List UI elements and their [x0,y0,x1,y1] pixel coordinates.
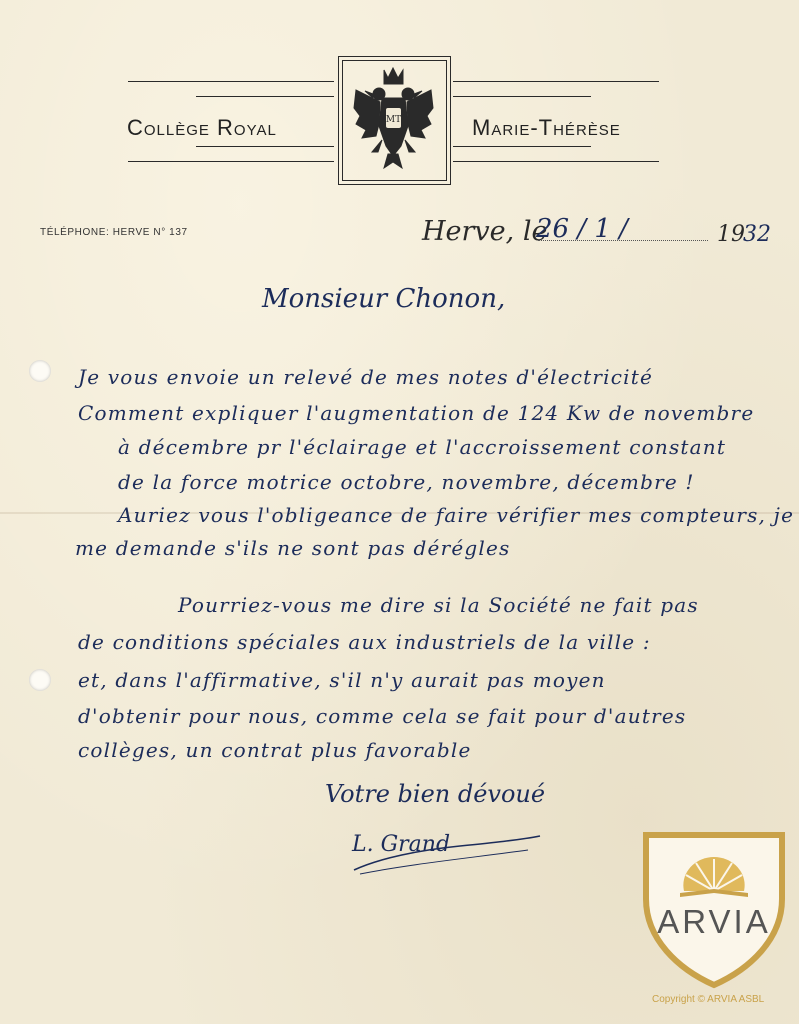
year-prefix: 19 [717,222,745,247]
closing: Votre bien dévoué [325,780,546,808]
letterhead-left-title: Collège Royal [127,115,277,140]
letterhead-rule [196,96,334,97]
svg-text:MT: MT [385,115,402,125]
punch-hole-top [29,360,51,382]
letterhead-rule [196,146,334,147]
signature-flourish-icon [350,828,550,878]
punch-hole-bottom [29,669,51,691]
signature: L. Grand [352,832,451,857]
body-line: Pourriez-vous me dire si la Société ne fait pas [178,593,699,617]
body-line: de la force motrice octobre, novembre, décembre ! [118,470,695,494]
handwritten-date: 26 / 1 / [536,214,628,244]
body-line: Comment expliquer l'augmentation de 124 Kw de novembre [78,401,755,425]
telephone-line: TÉLÉPHONE: HERVE N° 137 [40,227,188,238]
body-line: à décembre pr l'éclairage et l'accroissement constant [118,435,727,459]
body-line: et, dans l'affirmative, s'il n'y aurait pas moyen [78,668,606,692]
body-line: de conditions spéciales aux industriels de la ville : [78,630,651,654]
letterhead-rule [453,161,659,162]
letterhead-rule [453,96,591,97]
handwritten-year: 32 [743,222,771,247]
salutation: Monsieur Chonon, [262,284,506,314]
letterhead-rule [128,81,334,82]
copyright-notice: Copyright © ARVIA ASBL [652,994,765,1005]
letterhead-rule [128,161,334,162]
letterhead-rule [453,81,659,82]
body-line: Je vous envoie un relevé de mes notes d'électricité [78,365,654,389]
letterhead-right-title: Marie-Thérèse [472,115,621,140]
place-date-label: Herve, le [422,216,548,247]
arvia-badge-text: ARVIA [657,903,771,940]
letterhead-rule [453,146,591,147]
body-line: me demande s'ils ne sont pas dérégles [75,536,511,560]
body-line: collèges, un contrat plus favorable [78,738,472,762]
body-line: d'obtenir pour nous, comme cela se fait pour d'autres [78,704,687,728]
double-eagle-crest-icon [346,64,441,175]
body-line: Auriez vous l'obligeance de faire vérifier mes compteurs, je [118,503,795,527]
